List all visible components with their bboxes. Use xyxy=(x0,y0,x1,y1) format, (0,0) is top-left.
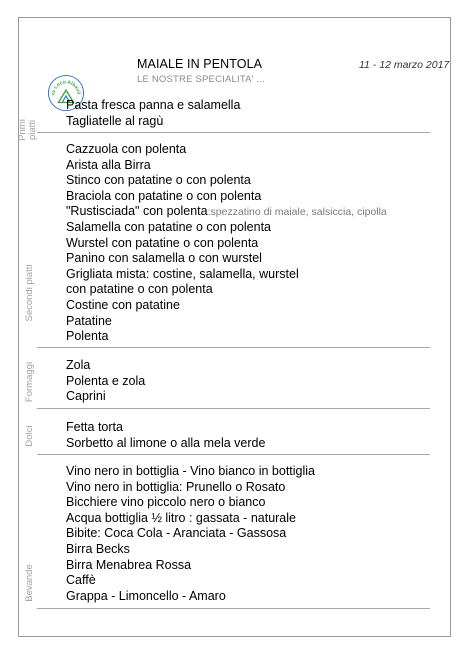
list-item: Salamella con patatine o con polenta xyxy=(66,219,272,234)
formaggi-list xyxy=(66,358,145,405)
list-item: "Rustisciada" con polenta:spezzatino di maiale, salsiccia, cipolla xyxy=(66,204,387,219)
svg-text:Pro Loco Albavilla: ro Loco Albavil xyxy=(51,80,81,96)
list-item: Caprini xyxy=(66,389,106,404)
section-divider xyxy=(37,132,430,133)
dolci-list xyxy=(66,420,265,451)
section-divider xyxy=(37,408,430,409)
list-item: Stinco con patatine o con polenta xyxy=(66,173,251,188)
list-item: Birra Menabrea Rossa xyxy=(66,557,192,572)
list-item: Acqua bottiglia ½ litro : gassata - naturale xyxy=(66,510,296,525)
list-item: Panino con salamella o con wurstel xyxy=(66,251,262,266)
list-item: Arista alla Birra xyxy=(66,157,151,172)
list-item: Vino nero in bottiglia - Vino bianco in bottiglia xyxy=(66,464,316,478)
list-item: Grappa - Limoncello - Amaro xyxy=(66,588,226,603)
list-item: Tagliatelle al ragù xyxy=(66,113,164,128)
list-item: Bicchiere vino piccolo nero o bianco xyxy=(66,495,266,510)
item-note: :spezzatino di maiale, salsiccia, cipolla xyxy=(207,206,387,219)
bevande-list xyxy=(66,464,315,604)
event-date: 11 - 12 marzo 2017 xyxy=(359,59,450,71)
list-item: Costine con patatine xyxy=(66,297,180,312)
list-item: Patatine xyxy=(66,313,112,328)
page-subtitle: LE NOSTRE SPECIALITA' ... xyxy=(137,74,266,85)
list-item: Grigliata mista: costine, salamella, wurstel xyxy=(66,266,299,281)
list-item: Braciola con patatine o con polenta xyxy=(66,188,262,203)
list-item: Caffè xyxy=(66,573,96,588)
menu-frame: ro Loco Albavil MAIALE IN PENTOLA LE NOSTRE SPECIALITA' ... 11 - 12 marzo 2017 Primi piatti Pasta fresca panna e salamella Tagliatelle al ragù Secondi piatti Cazzuola con polenta Arista alla Birra Stinco con patatine o con polenta Braciola con patatine o con polenta "Rustisciada" con polenta:spezzatino di maiale, salsiccia, cipolla Salamella con patatine o con polenta Wurstel con patatine o con polenta Panino con salamella o con wurstel Grigliata mista: costine, salamella, wurstel con patatine o con polenta Costine con patatine Patatine Polenta Formaggi Zola Polenta e zola Caprini Dolci Fetta torta Sorbetto al limone o alla mela verde Bevande Vino nero in bottiglia - Vino bianco in bottiglia Vino nero in bottiglia: Prunello o Rosato Bicchiere vino piccolo nero o bianco Acqua bottiglia ½ litro : gassata - naturale Bibite: Coca Cola - Aranciata - Gassosa Birra Becks Birra Menabrea Rossa Caffè Grappa - Limoncello - Amaro xyxy=(18,17,451,637)
secondi-list xyxy=(66,142,387,345)
list-item: Polenta e zola xyxy=(66,373,146,388)
list-item: Zola xyxy=(66,358,91,372)
list-item: Polenta xyxy=(66,329,109,344)
list-item: Cazzuola con polenta xyxy=(66,142,187,156)
primi-list xyxy=(66,98,240,129)
list-item: con patatine o con polenta xyxy=(66,282,213,297)
list-item: Sorbetto al limone o alla mela verde xyxy=(66,435,266,450)
page-title: MAIALE IN PENTOLA xyxy=(137,57,263,71)
list-item: Pasta fresca panna e salamella xyxy=(66,98,241,112)
list-item: Birra Becks xyxy=(66,541,130,556)
list-item: Wurstel con patatine o con polenta xyxy=(66,235,259,250)
section-divider xyxy=(37,608,430,609)
list-item: Vino nero in bottiglia: Prunello o Rosato xyxy=(66,479,286,494)
section-divider xyxy=(37,347,430,348)
list-item: Fetta torta xyxy=(66,420,123,434)
list-item: Bibite: Coca Cola - Aranciata - Gassosa xyxy=(66,526,287,541)
section-divider xyxy=(37,454,430,455)
